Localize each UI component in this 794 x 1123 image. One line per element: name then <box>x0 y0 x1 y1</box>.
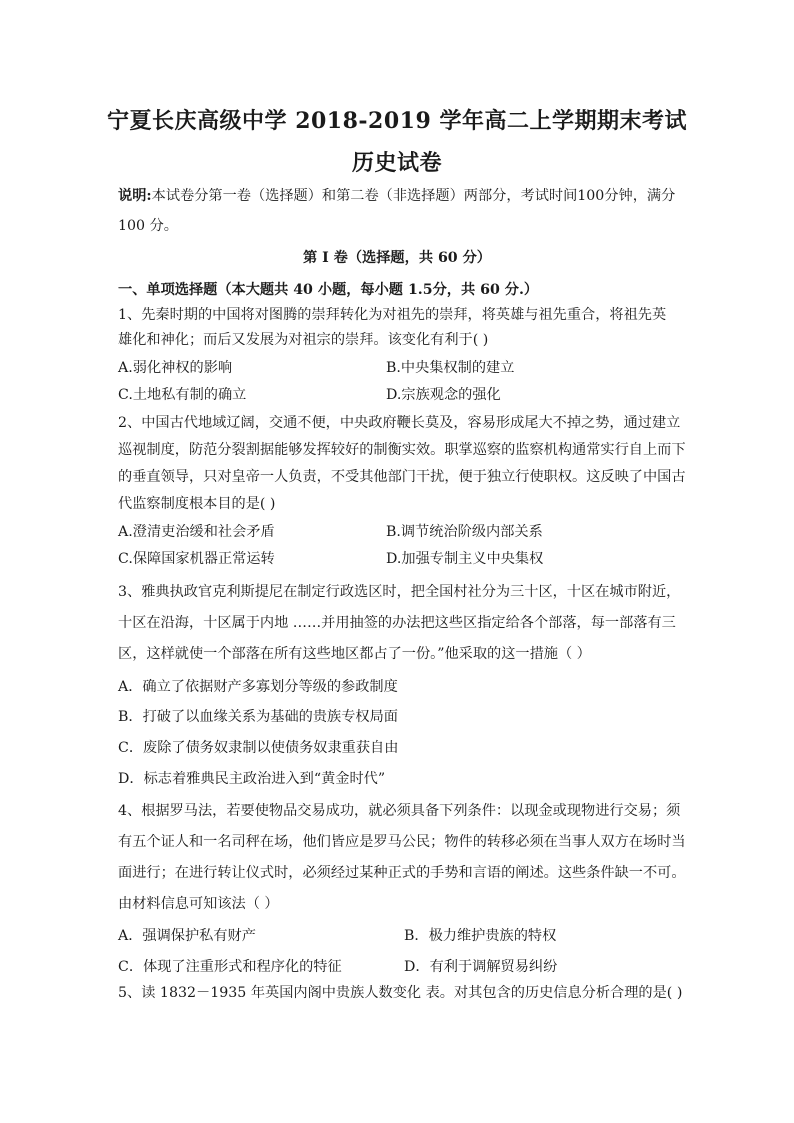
q4-option-b: B．极力维护贵族的特权 <box>404 928 557 944</box>
q3-stem-line-1: 3、雅典执政官克利斯提尼在制定行政选区时，把全国村社分为三十区，十区在城市附近， <box>118 584 681 600</box>
q2-option-b: B.调节统治阶级内部关系 <box>386 524 543 540</box>
q3-stem-line-3: 区，这样就使一个部落在所有这些地区都占了一份。”他采取的这一措施（ ） <box>118 646 591 662</box>
q1-option-b: B.中央集权制的建立 <box>386 360 515 376</box>
part-title: 一、单项选择题（本大题共 40 小题，每小题 1.5分，共 60 分.） <box>118 282 539 298</box>
q2-stem-line-1: 2、中国古代地域辽阔，交通不便，中央政府鞭长莫及，容易形成尾大不掉之势，通过建立 <box>118 415 681 431</box>
q1-option-d: D.宗族观念的强化 <box>386 387 501 403</box>
q2-option-c: C.保障国家机器正常运转 <box>118 551 275 567</box>
q4-stem-line-2: 有五个证人和一名司秤在场，他们皆应是罗马公民；物件的转移必须在当事人双方在场时当 <box>118 834 686 850</box>
q2-stem-line-3: 的垂直领导，只对皇帝一人负责，不受其他部门干扰，便于独立行使职权。这反映了中国古 <box>118 469 686 485</box>
q3-option-d: D．标志着雅典民主政治进入到“黄金时代” <box>118 771 386 787</box>
q4-option-c: C．体现了注重形式和程序化的特征 <box>118 959 342 975</box>
q4-stem-line-3: 面进行；在进行转让仪式时，必须经过某种正式的手势和言语的阐述。这些条件缺一不可。 <box>118 865 686 881</box>
q4-option-a: A．强调保护私有财产 <box>118 928 256 944</box>
q1-option-a: A.弱化神权的影响 <box>118 360 233 376</box>
q3-option-c: C．废除了债务奴隶制以使债务奴隶重获自由 <box>118 740 399 756</box>
instructions-text: 本试卷分第一卷（选择题）和第二卷（非选择题）两部分，考试时间100分钟，满分 <box>151 188 676 204</box>
exam-subtitle: 历史试卷 <box>351 150 442 176</box>
instructions-label: 说明: <box>118 188 152 204</box>
q2-stem-line-4: 代监察制度根本目的是( ) <box>118 496 276 512</box>
section-heading: 第 I 卷（选择题，共 60 分） <box>302 250 491 266</box>
q2-option-d: D.加强专制主义中央集权 <box>386 551 544 567</box>
exam-title: 宁夏长庆高级中学 2018-2019 学年高二上学期期末考试 <box>107 108 687 134</box>
q4-stem-line-1: 4、根据罗马法，若要使物品交易成功，就必须具备下列条件：以现金或现物进行交易；须 <box>118 803 681 819</box>
q1-stem-line-1: 1、先秦时期的中国将对图腾的崇拜转化为对祖先的崇拜，将英雄与祖先重合，将祖先英 <box>118 307 667 323</box>
instructions-line-1 <box>118 186 678 206</box>
q5-stem-line-1: 5、读 1832－1935 年英国内阁中贵族人数变化 表。对其包含的历史信息分析合理的是( ) <box>118 985 683 1001</box>
q2-option-a: A.澄清吏治缓和社会矛盾 <box>118 524 275 540</box>
q1-option-c: C.土地私有制的确立 <box>118 387 247 403</box>
q3-option-a: A．确立了依据财产多寡划分等级的参政制度 <box>118 679 398 695</box>
instructions-line-2: 100 分。 <box>118 218 178 234</box>
q4-option-d: D．有利于调解贸易纠纷 <box>404 959 558 975</box>
q3-stem-line-2: 十区在沿海，十区属于内地 ……并用抽签的办法把这些区指定给各个部落，每一部落有三 <box>118 615 676 631</box>
q4-stem-line-4: 由材料信息可知该法（ ） <box>118 896 279 912</box>
q2-stem-line-2: 巡视制度，防范分裂割据能够发挥较好的制衡实效。职掌巡察的监察机构通常实行自上而下 <box>118 442 686 458</box>
q1-stem-line-2: 雄化和神化；而后又发展为对祖宗的崇拜。该变化有利于( ) <box>118 332 489 348</box>
q3-option-b: B．打破了以血缘关系为基础的贵族专权局面 <box>118 709 398 725</box>
